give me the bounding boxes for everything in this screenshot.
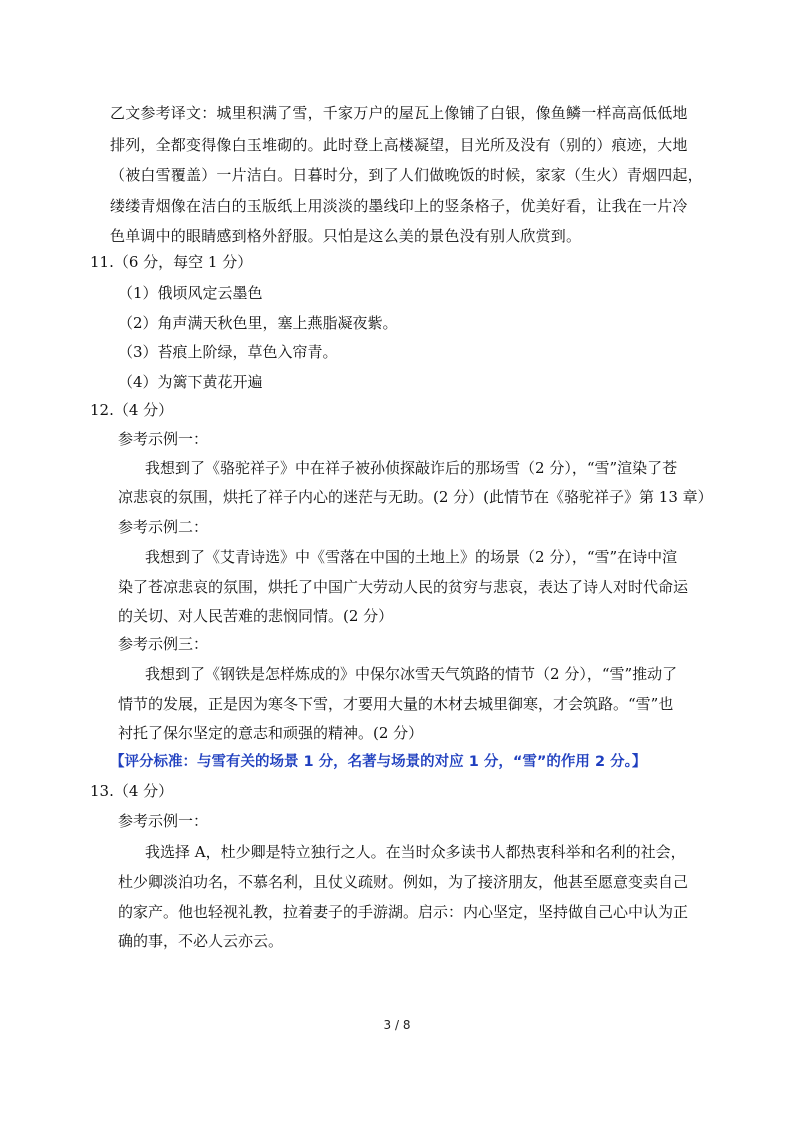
translation-line-1: 乙文参考译文：城里积满了雪，千家万户的屋瓦上像铺了白银，像鱼鳞一样高高低低地 bbox=[110, 104, 688, 122]
q13-header: 13.（4 分） bbox=[90, 782, 174, 800]
q12-header: 12.（4 分） bbox=[90, 401, 174, 419]
q11-header: 11.（6 分，每空 1 分） bbox=[90, 253, 253, 271]
q12-example1-line-2: 凉悲哀的氛围，烘托了祥子内心的迷茫与无助。(2 分）(此情节在《骆驼祥子》第 13 章） bbox=[118, 488, 713, 506]
q13-example1-line-3: 的家产。他也轻视礼教，拉着妻子的手游湖。启示：内心坚定，坚持做自己心中认为正 bbox=[118, 903, 689, 921]
q11-item-3: （3）苔痕上阶绿，草色入帘青。 bbox=[118, 343, 338, 361]
q13-example1-line-4: 确的事，不必人云亦云。 bbox=[118, 932, 284, 950]
q12-example2-line-3: 的关切、对人民苦难的悲悯同情。(2 分） bbox=[118, 607, 394, 625]
translation-line-5: 色单调中的眼睛感到格外舒服。只怕是这么美的景色没有别人欣赏到。 bbox=[110, 227, 582, 245]
q13-example1-line-1: 我选择 A，杜少卿是特立独行之人。在当时众多读书人都热衷科举和名利的社会， bbox=[145, 843, 686, 861]
q12-example1-label: 参考示例一： bbox=[118, 430, 209, 448]
q11-item-4: （4）为篱下黄花开遍 bbox=[118, 373, 263, 391]
q12-example2-line-2: 染了苍凉悲哀的氛围，烘托了中国广大劳动人民的贫穷与悲哀，表达了诗人对时代命运 bbox=[118, 578, 689, 596]
translation-line-3: （被白雪覆盖）一片洁白。日暮时分，到了人们做晚饭的时候，家家（生火）青烟四起， bbox=[110, 166, 703, 184]
q12-example3-line-3: 衬托了保尔坚定的意志和顽强的精神。(2 分） bbox=[118, 724, 424, 742]
q11-item-1: （1）俄顷风定云墨色 bbox=[118, 284, 263, 302]
q13-example1-line-2: 杜少卿淡泊功名，不慕名利，且仗义疏财。例如，为了接济朋友，他甚至愿意变卖自己 bbox=[118, 873, 689, 891]
q12-example1-line-1: 我想到了《骆驼祥子》中在祥子被孙侦探敲诈后的那场雪（2 分），“雪”渲染了苍 bbox=[145, 459, 678, 477]
q13-example1-label: 参考示例一： bbox=[118, 812, 209, 830]
q12-example2-label: 参考示例二： bbox=[118, 518, 209, 536]
translation-line-2: 排列，全都变得像白玉堆砌的。此时登上高楼凝望，目光所及没有（别的）痕迹，大地 bbox=[110, 136, 688, 154]
translation-line-4: 缕缕青烟像在洁白的玉版纸上用淡淡的墨线印上的竖条格子，优美好看，让我在一片冷 bbox=[110, 197, 688, 215]
q12-example3-label: 参考示例三： bbox=[118, 635, 209, 653]
page-number: 3 / 8 bbox=[383, 1018, 411, 1032]
q11-item-2: （2）角声满天秋色里，塞上燕脂凝夜紫。 bbox=[118, 314, 398, 332]
q12-example2-line-1: 我想到了《艾青诗选》中《雪落在中国的土地上》的场景（2 分），“雪”在诗中渲 bbox=[145, 548, 678, 566]
q12-scoring-criteria: 【评分标准：与雪有关的场景 1 分，名著与场景的对应 1 分，“雪”的作用 2 分。】 bbox=[110, 754, 647, 770]
q12-example3-line-1: 我想到了《钢铁是怎样炼成的》中保尔冰雪天气筑路的情节（2 分），“雪”推动了 bbox=[145, 665, 678, 683]
q12-example3-line-2: 情节的发展，正是因为寒冬下雪，才要用大量的木材去城里御寒，才会筑路。“雪”也 bbox=[118, 695, 674, 713]
